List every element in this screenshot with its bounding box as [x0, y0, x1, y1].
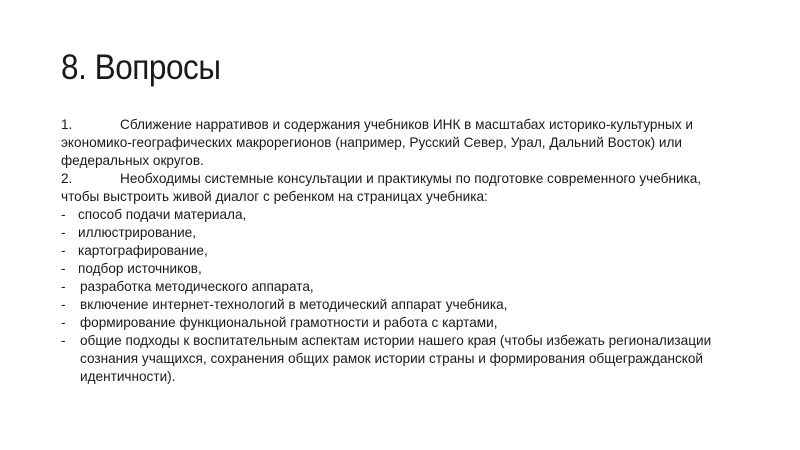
slide-body: [61, 116, 761, 386]
bullet-dash: -: [61, 315, 66, 330]
bullet-text-cont: сознания учащихся, сохранения общих рамок истории страны и формирования общегражданской: [80, 351, 704, 366]
item-1-text: Сближение нарративов и содержания учебников ИНК в масштабах историко-культурных и: [120, 117, 693, 132]
bullet-dash: -: [61, 261, 66, 276]
bullet-item: [61, 206, 761, 224]
bullet-text: подбор источников,: [78, 261, 202, 276]
bullet-text-cont: идентичности).: [80, 369, 176, 384]
bullet-item: [61, 224, 761, 242]
bullet-dash: -: [61, 279, 66, 294]
bullet-item: [61, 260, 761, 278]
item-1-line-1: [61, 116, 761, 134]
bullet-item-cont: [61, 350, 761, 368]
bullet-dash: -: [61, 207, 66, 222]
item-2-line-1: [61, 170, 761, 188]
bullet-dash: -: [61, 297, 66, 312]
bullet-text: разработка методического аппарата,: [80, 279, 314, 294]
bullet-text: общие подходы к воспитательным аспектам истории нашего края (чтобы избежать регионализации: [80, 333, 712, 348]
item-1-text-cont: экономико-географических макрорегионов (например, Русский Север, Урал, Дальний Восток) или: [61, 135, 683, 150]
item-2-text-cont: чтобы выстроить живой диалог с ребенком на страницах учебника:: [61, 189, 488, 204]
bullet-item: [61, 278, 761, 296]
slide-title: 8. Вопросы: [61, 48, 221, 87]
bullet-dash: -: [61, 333, 66, 348]
bullet-dash: -: [61, 243, 66, 258]
item-2-text: Необходимы системные консультации и практикумы по подготовке современного учебника,: [120, 171, 702, 186]
bullet-text: иллюстрирование,: [78, 225, 197, 240]
bullet-item: [61, 332, 761, 350]
item-1-line-2: [61, 134, 761, 152]
bullet-text: формирование функциональной грамотности и работа с картами,: [80, 315, 498, 330]
bullet-dash: -: [61, 225, 66, 240]
bullet-item: [61, 296, 761, 314]
bullet-text: включение интернет-технологий в методический аппарат учебника,: [80, 297, 508, 312]
item-1-line-3: [61, 152, 761, 170]
item-1-number: 1.: [61, 117, 73, 132]
bullet-text: способ подачи материала,: [78, 207, 247, 222]
bullet-item-cont: [61, 368, 761, 386]
bullet-item: [61, 314, 761, 332]
bullet-item: [61, 242, 761, 260]
item-1-text-cont: федеральных округов.: [61, 153, 204, 168]
item-2-number: 2.: [61, 171, 73, 186]
bullet-text: картографирование,: [78, 243, 208, 258]
item-2-line-2: [61, 188, 761, 206]
